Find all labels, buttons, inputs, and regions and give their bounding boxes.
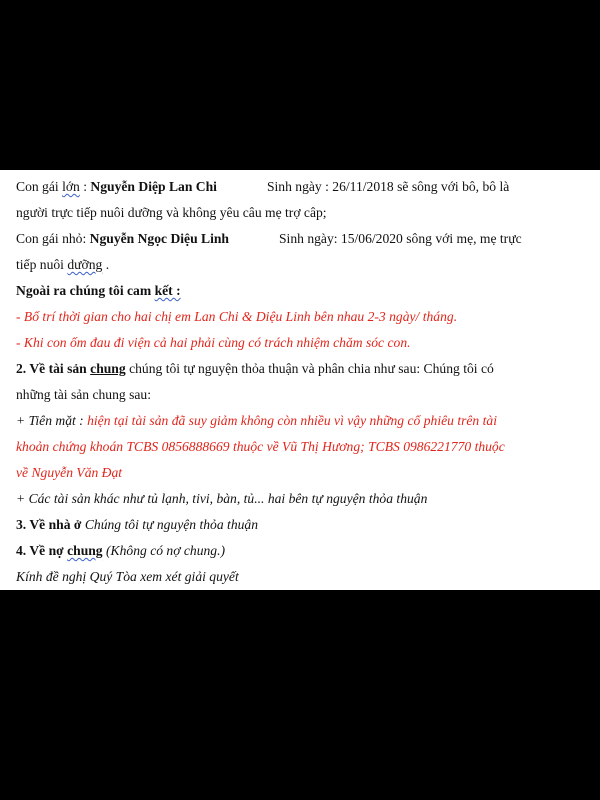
section-2-heading: 2. Về tài sản <box>16 361 91 376</box>
commitment-item-2: - Khi con ốm đau đi viện cả hai phải cùng có trách nhiệm chăm sóc con. <box>16 335 411 350</box>
section-3-line <box>16 512 590 538</box>
section-4-line <box>16 538 590 564</box>
commitment-heading <box>16 278 590 304</box>
younger-birth-text: Sinh ngày: 15/06/2020 sông với mẹ, mẹ trực <box>279 231 522 246</box>
section-4-heading: 4. Về nợ <box>16 543 68 558</box>
elder-birth-text: Sinh ngày : 26/11/2018 sẽ sông với bô, bô là <box>266 179 510 194</box>
cash-accounts-line: khoản chứng khoán TCBS 0856888669 thuộc về Vũ Thị Hương; TCBS 0986221770 thuộc <box>16 439 505 454</box>
younger-custody-end: . <box>102 257 110 272</box>
commitment-heading-a: Ngoài ra chúng tôi cam <box>16 283 155 298</box>
younger-custody-line <box>16 252 590 278</box>
section-2-continued: những tài sản chung sau: <box>16 387 151 402</box>
section-3-text: Chúng tôi tự nguyện thỏa thuận <box>84 517 259 532</box>
document-page <box>0 170 600 590</box>
younger-name: Nguyễn Ngọc Diệu Linh <box>89 231 229 246</box>
cash-label: + Tiên mặt : <box>16 413 88 428</box>
cash-line <box>16 408 590 434</box>
section-2-line <box>16 356 590 382</box>
elder-label-colon: : <box>79 179 91 194</box>
other-assets-line: + Các tài sản khác như tủ lạnh, tivi, bàn, tủ... hai bên tự nguyện thỏa thuận <box>16 491 428 506</box>
younger-custody-a: tiếp nuôi <box>16 257 68 272</box>
younger-label: Con gái nhỏ: <box>16 231 90 246</box>
daughter-younger-line <box>16 226 590 252</box>
younger-custody-underlined: dưỡng <box>67 257 103 272</box>
section-4-heading-underlined: chung <box>67 543 103 558</box>
closing-request: Kính đề nghị Quý Tòa xem xét giải quyết <box>16 569 239 584</box>
elder-custody-line: người trực tiếp nuôi dưỡng và không yêu câu mẹ trợ câp; <box>16 205 327 220</box>
section-3-heading: 3. Về nhà ở <box>16 517 85 532</box>
elder-name: Nguyễn Diệp Lan Chi <box>90 179 217 194</box>
section-2-text: chúng tôi tự nguyện thỏa thuận và phân chia như sau: Chúng tôi có <box>125 361 494 376</box>
cash-text: hiện tại tài sản đã suy giảm không còn nhiều vì vậy những cổ phiêu trên tài <box>87 413 497 428</box>
section-2-heading-underlined: chung <box>90 361 126 376</box>
section-4-text: (Không có nợ chung.) <box>102 543 226 558</box>
cash-owner-line: về Nguyễn Văn Đạt <box>16 465 123 480</box>
elder-label-underlined: lớn <box>62 179 80 194</box>
commitment-heading-underlined: kết : <box>154 283 181 298</box>
daughter-elder-line <box>16 174 590 200</box>
elder-label: Con gái <box>16 179 63 194</box>
commitment-item-1: - Bố trí thời gian cho hai chị em Lan Chi & Diệu Linh bên nhau 2-3 ngày/ tháng. <box>16 309 458 324</box>
